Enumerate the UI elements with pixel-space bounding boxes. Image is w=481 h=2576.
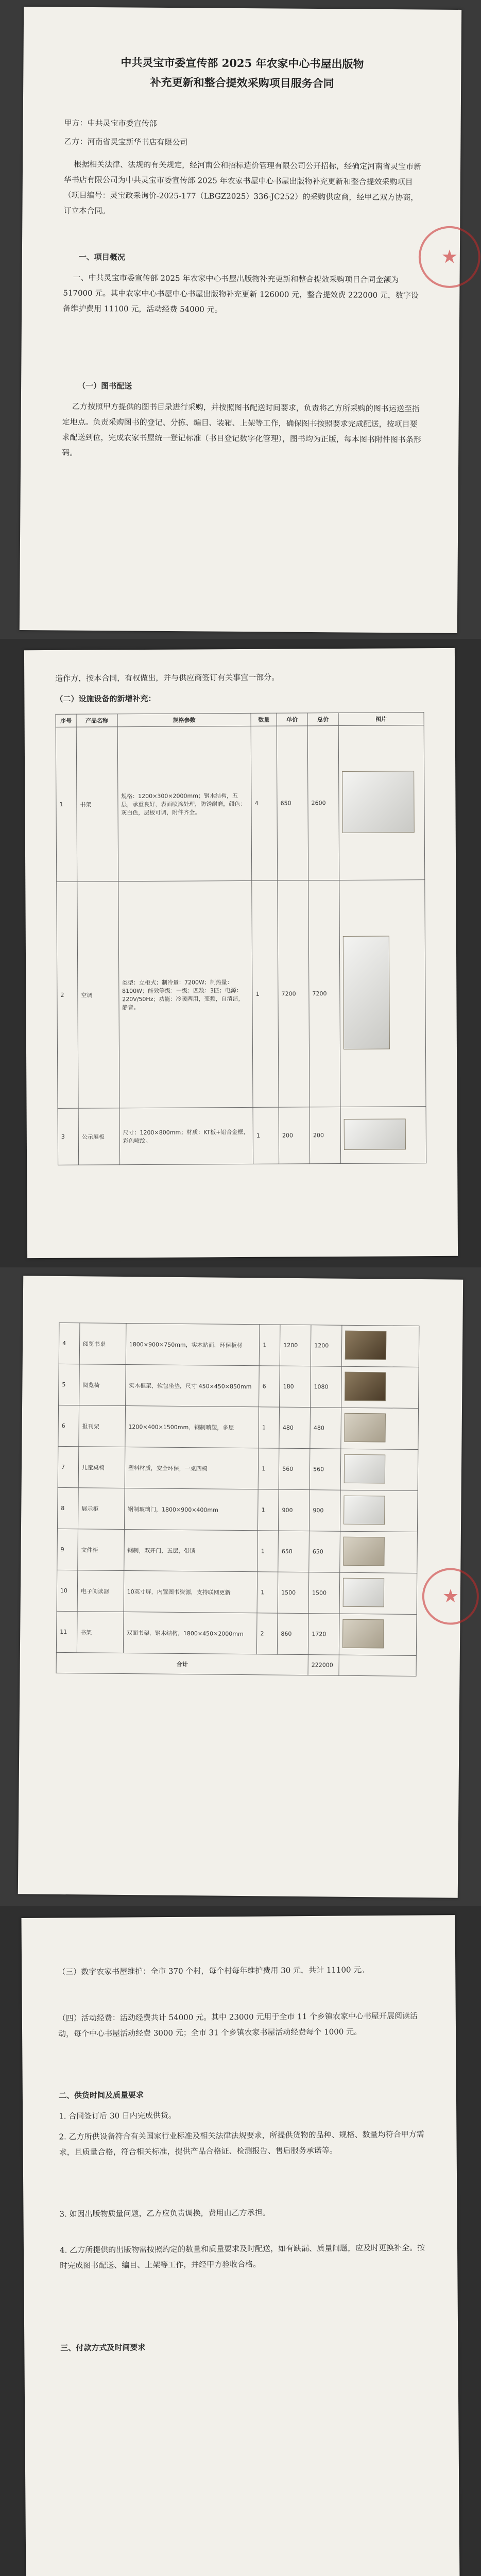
cell-total: 480 <box>310 1408 341 1449</box>
cell-qty: 1 <box>253 1107 279 1164</box>
list-item: 3. 如因出版物质量问题，乙方应负责调换，费用由乙方承担。 <box>59 2208 270 2219</box>
photo-page-3 <box>0 1267 481 1906</box>
table-total-row <box>56 1652 416 1676</box>
section-heading-payment: 三、付款方式及时间要求 <box>60 2343 146 2353</box>
product-photo <box>345 1413 386 1443</box>
cell-total: 1720 <box>308 1614 340 1655</box>
seal-star-icon: ★ <box>441 246 458 268</box>
cell-no: 8 <box>57 1487 78 1529</box>
product-photo <box>345 1372 386 1401</box>
cell-qty: 1 <box>259 1407 280 1448</box>
column-header: 序号 <box>56 714 76 727</box>
photo-page-2 <box>0 639 481 1267</box>
column-header: 产品名称 <box>76 714 117 727</box>
column-header: 总价 <box>307 713 338 726</box>
column-header: 数量 <box>251 713 277 726</box>
cell-price: 560 <box>279 1448 310 1490</box>
cell-spec: 规格：1200×300×2000mm；钢木结构，五层，承重良好，表面喷涂处理，防锈耐磨，颜色：灰白色，层板可调，附件齐全。 <box>117 726 252 881</box>
cell-spec: 塑料材质，安全环保，一桌四椅 <box>125 1447 259 1489</box>
cell-no: 10 <box>57 1570 78 1611</box>
cell-no: 2 <box>57 882 78 1108</box>
contract-amount-paragraph: 一、中共灵宝市委宣传部 2025 年农家中心书屋出版物补充更新和整合提效采购项目合同金额为 517000 元。其中农家中心书屋中心书屋出版物补充更新 126000 元，整合提效费 222000 元，数字设备维护费用 11100 元，活动经费 54000 元。 <box>63 273 419 314</box>
product-photo <box>345 1331 386 1360</box>
cell-no: 4 <box>59 1323 80 1364</box>
product-photo <box>344 1454 385 1484</box>
cell-no: 5 <box>59 1364 80 1405</box>
table-row <box>58 1446 418 1490</box>
product-photo <box>342 771 415 833</box>
cell-total: 1200 <box>311 1325 342 1367</box>
equipment-section-heading: （二）设施设备的新增补充： <box>55 693 156 704</box>
cell-total: 7200 <box>308 880 340 1107</box>
cell-price: 1500 <box>278 1572 309 1614</box>
cell-qty: 1 <box>258 1448 279 1489</box>
product-photo <box>343 1496 385 1525</box>
cell-price: 650 <box>278 1531 310 1572</box>
cell-spec: 尺寸：1200×800mm；材质：KT板+铝合金框，彩色喷绘。 <box>119 1107 253 1164</box>
cell-price: 480 <box>279 1407 311 1449</box>
cell-name: 儿童桌椅 <box>78 1447 125 1488</box>
cell-price: 1200 <box>280 1325 311 1366</box>
document-page-3 <box>18 1276 463 1897</box>
cell-price: 7200 <box>278 880 310 1107</box>
cell-qty: 1 <box>257 1531 279 1572</box>
page2-intro: 造作方，按本合同，有权做出，并与供应商签订有关事宜一部分。 <box>55 672 280 683</box>
table-row <box>58 1405 419 1449</box>
cell-name: 报刊架 <box>79 1405 125 1447</box>
cell-photo <box>340 1490 418 1532</box>
cell-no: 9 <box>57 1529 78 1570</box>
cell-no: 6 <box>58 1405 79 1446</box>
list-item: 4. 乙方所提供的出版物需按照约定的数量和质量要求及时配送，如有缺漏、质量问题，应及时更换补全。按时完成图书配送、编目、上架等工作，并经甲方验收合格。 <box>59 2243 425 2270</box>
section-heading-delivery-quality: 二、供货时间及质量要求 <box>58 2090 144 2100</box>
product-photo <box>343 936 390 1049</box>
cell-qty: 6 <box>259 1366 280 1407</box>
cell-name: 书架 <box>76 727 118 882</box>
photo-page-1 <box>0 0 481 639</box>
party-a: 甲方：中共灵宝市委宣传部 <box>64 118 157 128</box>
cell-no: 7 <box>58 1446 79 1487</box>
cell-spec: 1200×400×1500mm，钢制喷塑，多层 <box>125 1406 259 1448</box>
cell-price: 900 <box>279 1489 310 1531</box>
cell-spec: 10英寸屏，内置图书资源，支持联网更新 <box>124 1571 257 1613</box>
cell-spec: 钢制玻璃门，1800×900×400mm <box>124 1488 258 1531</box>
list-item: 2. 乙方所供设备符合有关国家行业标准及相关法律法规要求，所提供货物的品种、规格、数量均符合甲方需求，且质量合格，符合相关标准，提供产品合格证、检测报告、售后服务承诺等。 <box>59 2129 424 2157</box>
furniture-table <box>56 1323 420 1676</box>
cell-qty: 4 <box>251 726 277 880</box>
section-heading-book-delivery: （一）图书配送 <box>78 381 132 391</box>
cell-qty: 2 <box>257 1613 278 1654</box>
cell-name: 阅览书桌 <box>79 1323 126 1365</box>
cell-price: 860 <box>278 1613 309 1655</box>
cell-photo <box>339 880 426 1107</box>
cell-total: 2600 <box>307 726 339 880</box>
cell-total: 650 <box>309 1531 340 1573</box>
cell-spec: 双面书架，钢木结构，1800×450×2000mm <box>123 1612 257 1654</box>
product-photo <box>343 1578 384 1607</box>
cell-price: 180 <box>280 1366 311 1408</box>
document-page-1 <box>20 7 461 633</box>
total-value: 222000 <box>308 1655 339 1676</box>
product-photo <box>342 1619 384 1649</box>
cell-photo <box>339 1572 417 1614</box>
cell-spec: 实木框架，软包坐垫，尺寸 450×450×850mm <box>125 1365 259 1407</box>
cell-photo <box>341 1325 419 1367</box>
cell-total: 1500 <box>308 1572 340 1614</box>
cell-empty <box>339 1655 416 1676</box>
cell-spec: 1800×900×750mm，实木贴面，环保板材 <box>126 1324 260 1366</box>
cell-name: 电子阅读器 <box>77 1570 124 1612</box>
column-header: 图片 <box>338 713 424 726</box>
table-row <box>57 1570 417 1614</box>
cell-name: 展示柜 <box>78 1488 124 1530</box>
digital-maintenance-paragraph: （三）数字农家书屋维护：全市 370 个村，每个村每年维护费用 30 元，共计 11100 元。 <box>58 1965 369 1977</box>
table-row <box>57 1487 418 1532</box>
contract-title-line-1: 中共灵宝市委宣传部 2025 年农家中心书屋出版物 <box>121 56 364 71</box>
cell-name: 公示展板 <box>78 1108 119 1165</box>
cell-qty: 1 <box>257 1572 278 1613</box>
cell-no: 1 <box>56 727 77 882</box>
table-row <box>56 725 425 882</box>
equipment-table <box>56 712 427 1165</box>
cell-photo <box>338 725 425 880</box>
table-row <box>57 880 426 1109</box>
cell-photo <box>340 1449 418 1490</box>
seal-star-icon: ★ <box>442 1585 459 1607</box>
cell-name: 书架 <box>77 1612 123 1653</box>
cell-price: 200 <box>279 1107 310 1164</box>
cell-photo <box>341 1366 419 1408</box>
cell-no: 3 <box>58 1108 79 1165</box>
cell-photo <box>341 1408 419 1449</box>
cell-total: 1080 <box>311 1366 342 1408</box>
cell-qty: 1 <box>258 1489 279 1531</box>
photo-page-4 <box>0 1906 481 2576</box>
cell-price: 650 <box>277 726 308 880</box>
cell-photo <box>340 1107 426 1164</box>
cell-no: 11 <box>56 1611 77 1652</box>
total-label: 合计 <box>56 1652 308 1675</box>
table-row <box>58 1107 426 1165</box>
cell-name: 空调 <box>77 882 119 1108</box>
cell-name: 文件柜 <box>78 1529 124 1571</box>
activity-funds-paragraph: （四）活动经费：活动经费共计 54000 元。其中 23000 元用于全市 11 个乡镇农家中心书屋开展阅读活动，每个中心书屋活动经费 3000 元；全市 31 个乡镇农家书屋活动经费每个 1000 元。 <box>58 2011 418 2039</box>
intro-paragraph: 根据相关法律、法规的有关规定，经河南公和招标造价管理有限公司公开招标，经确定河南省灵宝市新华书店有限公司为中共灵宝市委宣传部 2025 年农家书屋中心书屋出版物补充更新和整合提效采购项目（项目编号：灵宝政采询价-2025-177（LBGZ2025）336-JC252）的采购供应商，经甲乙双方协商，订立本合同。 <box>63 159 422 216</box>
list-item: 1. 合同签订后 30 日内完成供货。 <box>59 2110 176 2121</box>
party-b: 乙方：河南省灵宝新华书店有限公司 <box>64 137 188 147</box>
document-page-2 <box>24 648 458 1258</box>
cell-total: 900 <box>310 1490 341 1532</box>
cell-spec: 类型：立柜式；制冷量：7200W；制热量：8100W；能效等级：一级；匹数：3匹；电源：220V/50Hz；功能：冷暖两用，变频，自清洁，静音。 <box>118 880 253 1108</box>
product-photo <box>343 1537 384 1566</box>
column-header: 规格参数 <box>117 713 251 726</box>
section-heading-overview: 一、项目概况 <box>78 252 125 262</box>
contract-title-line-2: 补充更新和整合提效采购项目服务合同 <box>150 75 334 90</box>
table-row <box>57 1529 418 1573</box>
cell-total: 560 <box>310 1449 341 1490</box>
cell-qty: 1 <box>260 1325 281 1366</box>
table-row <box>59 1364 419 1408</box>
cell-photo <box>339 1614 417 1655</box>
product-photo <box>344 1118 406 1150</box>
cell-spec: 钢制，双开门，五层，带锁 <box>124 1530 257 1572</box>
cell-photo <box>340 1531 418 1573</box>
table-header-row <box>56 713 424 727</box>
red-seal-stamp <box>422 1568 479 1625</box>
red-seal-stamp <box>418 226 480 288</box>
cell-total: 200 <box>310 1107 340 1163</box>
book-delivery-paragraph: 乙方按照甲方提供的图书目录进行采购，并按照图书配送时间要求，负责将乙方所采购的图书运送至指定地点。负责采购图书的登记、分拣、编目、装箱、上架等工作，确保图书按照要求完成配送，按项目要求配送到位，完成农家书屋统一登记标准（书目登记数字化管理），图书均为正版，每本图书附件图书条形码。 <box>62 401 421 457</box>
table-row <box>59 1323 419 1367</box>
column-header: 单价 <box>277 713 307 726</box>
cell-name: 阅览椅 <box>79 1364 126 1406</box>
cell-qty: 1 <box>252 880 279 1107</box>
document-page-4 <box>22 1915 460 2576</box>
table-row <box>56 1611 417 1655</box>
